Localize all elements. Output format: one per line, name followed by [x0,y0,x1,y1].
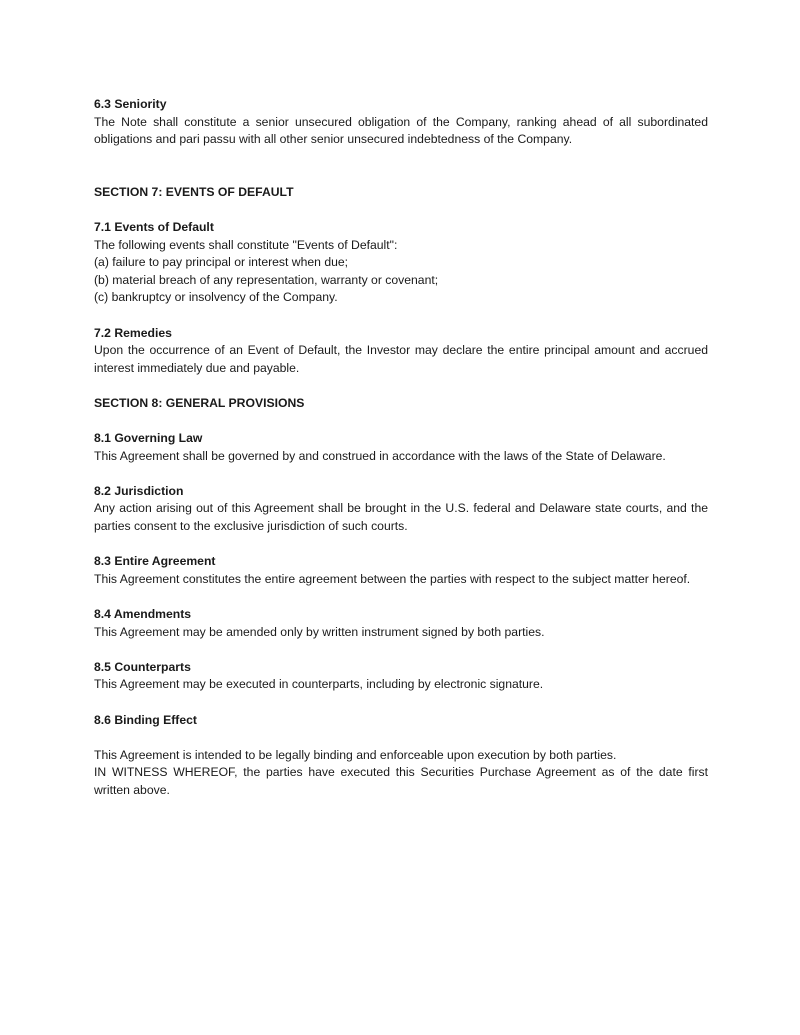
clause-heading: 8.6 Binding Effect [94,712,197,727]
clause-body: Upon the occurrence of an Event of Default, the Investor may declare the entire principal amount and accrued interest immediately due and payable. [94,343,708,375]
clause-body: This Agreement constitutes the entire agreement between the parties with respect to the subject matter hereof. [94,571,691,586]
clause-heading: 8.4 Amendments [94,607,192,622]
clause-heading: 7.1 Events of Default [94,219,214,234]
clause-body: This Agreement may be amended only by written instrument signed by both parties. [94,624,545,639]
clause-body: The Note shall constitute a senior unsecured obligation of the Company, ranking ahead of all subordinated obligations and pari passu with all other senior unsecured indebtedness of the Company. [94,114,708,147]
clause-8-3 [94,553,708,588]
clause-list-item: (a) failure to pay principal or interest when due; [94,255,349,270]
clause-body: This Agreement shall be governed by and construed in accordance with the laws of the State of Delaware. [94,448,666,463]
clause-8-5 [94,659,708,694]
clause-body: This Agreement is intended to be legally binding and enforceable upon execution by both parties. [94,747,617,762]
clause-heading: 8.2 Jurisdiction [94,483,184,498]
clause-6-3 [94,96,708,149]
document-page [94,96,708,800]
clause-heading: 6.3 Seniority [94,97,167,111]
clause-body: Any action arising out of this Agreement shall be brought in the U.S. federal and Delaware state courts, and the parties consent to the exclusive jurisdiction of such courts. [94,501,708,534]
clause-8-4 [94,606,708,641]
clause-line: The following events shall constitute "Events of Default": [94,237,398,252]
witness-clause: IN WITNESS WHEREOF, the parties have executed this Securities Purchase Agreement as of the date first written above. [94,765,708,797]
clause-body: This Agreement may be executed in counterparts, including by electronic signature. [94,677,544,692]
clause-list-item: (b) material breach of any representation, warranty or covenant; [94,272,439,287]
clause-list-item: (c) bankruptcy or insolvency of the Company. [94,290,338,305]
clause-heading: 8.3 Entire Agreement [94,554,216,569]
section-7-title: SECTION 7: EVENTS OF DEFAULT [94,184,294,199]
clause-heading: 8.5 Counterparts [94,659,191,674]
clause-7-1 [94,219,708,307]
clause-7-2 [94,325,708,378]
clause-8-6 [94,712,708,800]
section-8-title: SECTION 8: GENERAL PROVISIONS [94,395,305,410]
clause-heading: 7.2 Remedies [94,325,172,340]
clause-heading: 8.1 Governing Law [94,431,203,446]
clause-8-2 [94,483,708,536]
clause-8-1 [94,430,708,465]
